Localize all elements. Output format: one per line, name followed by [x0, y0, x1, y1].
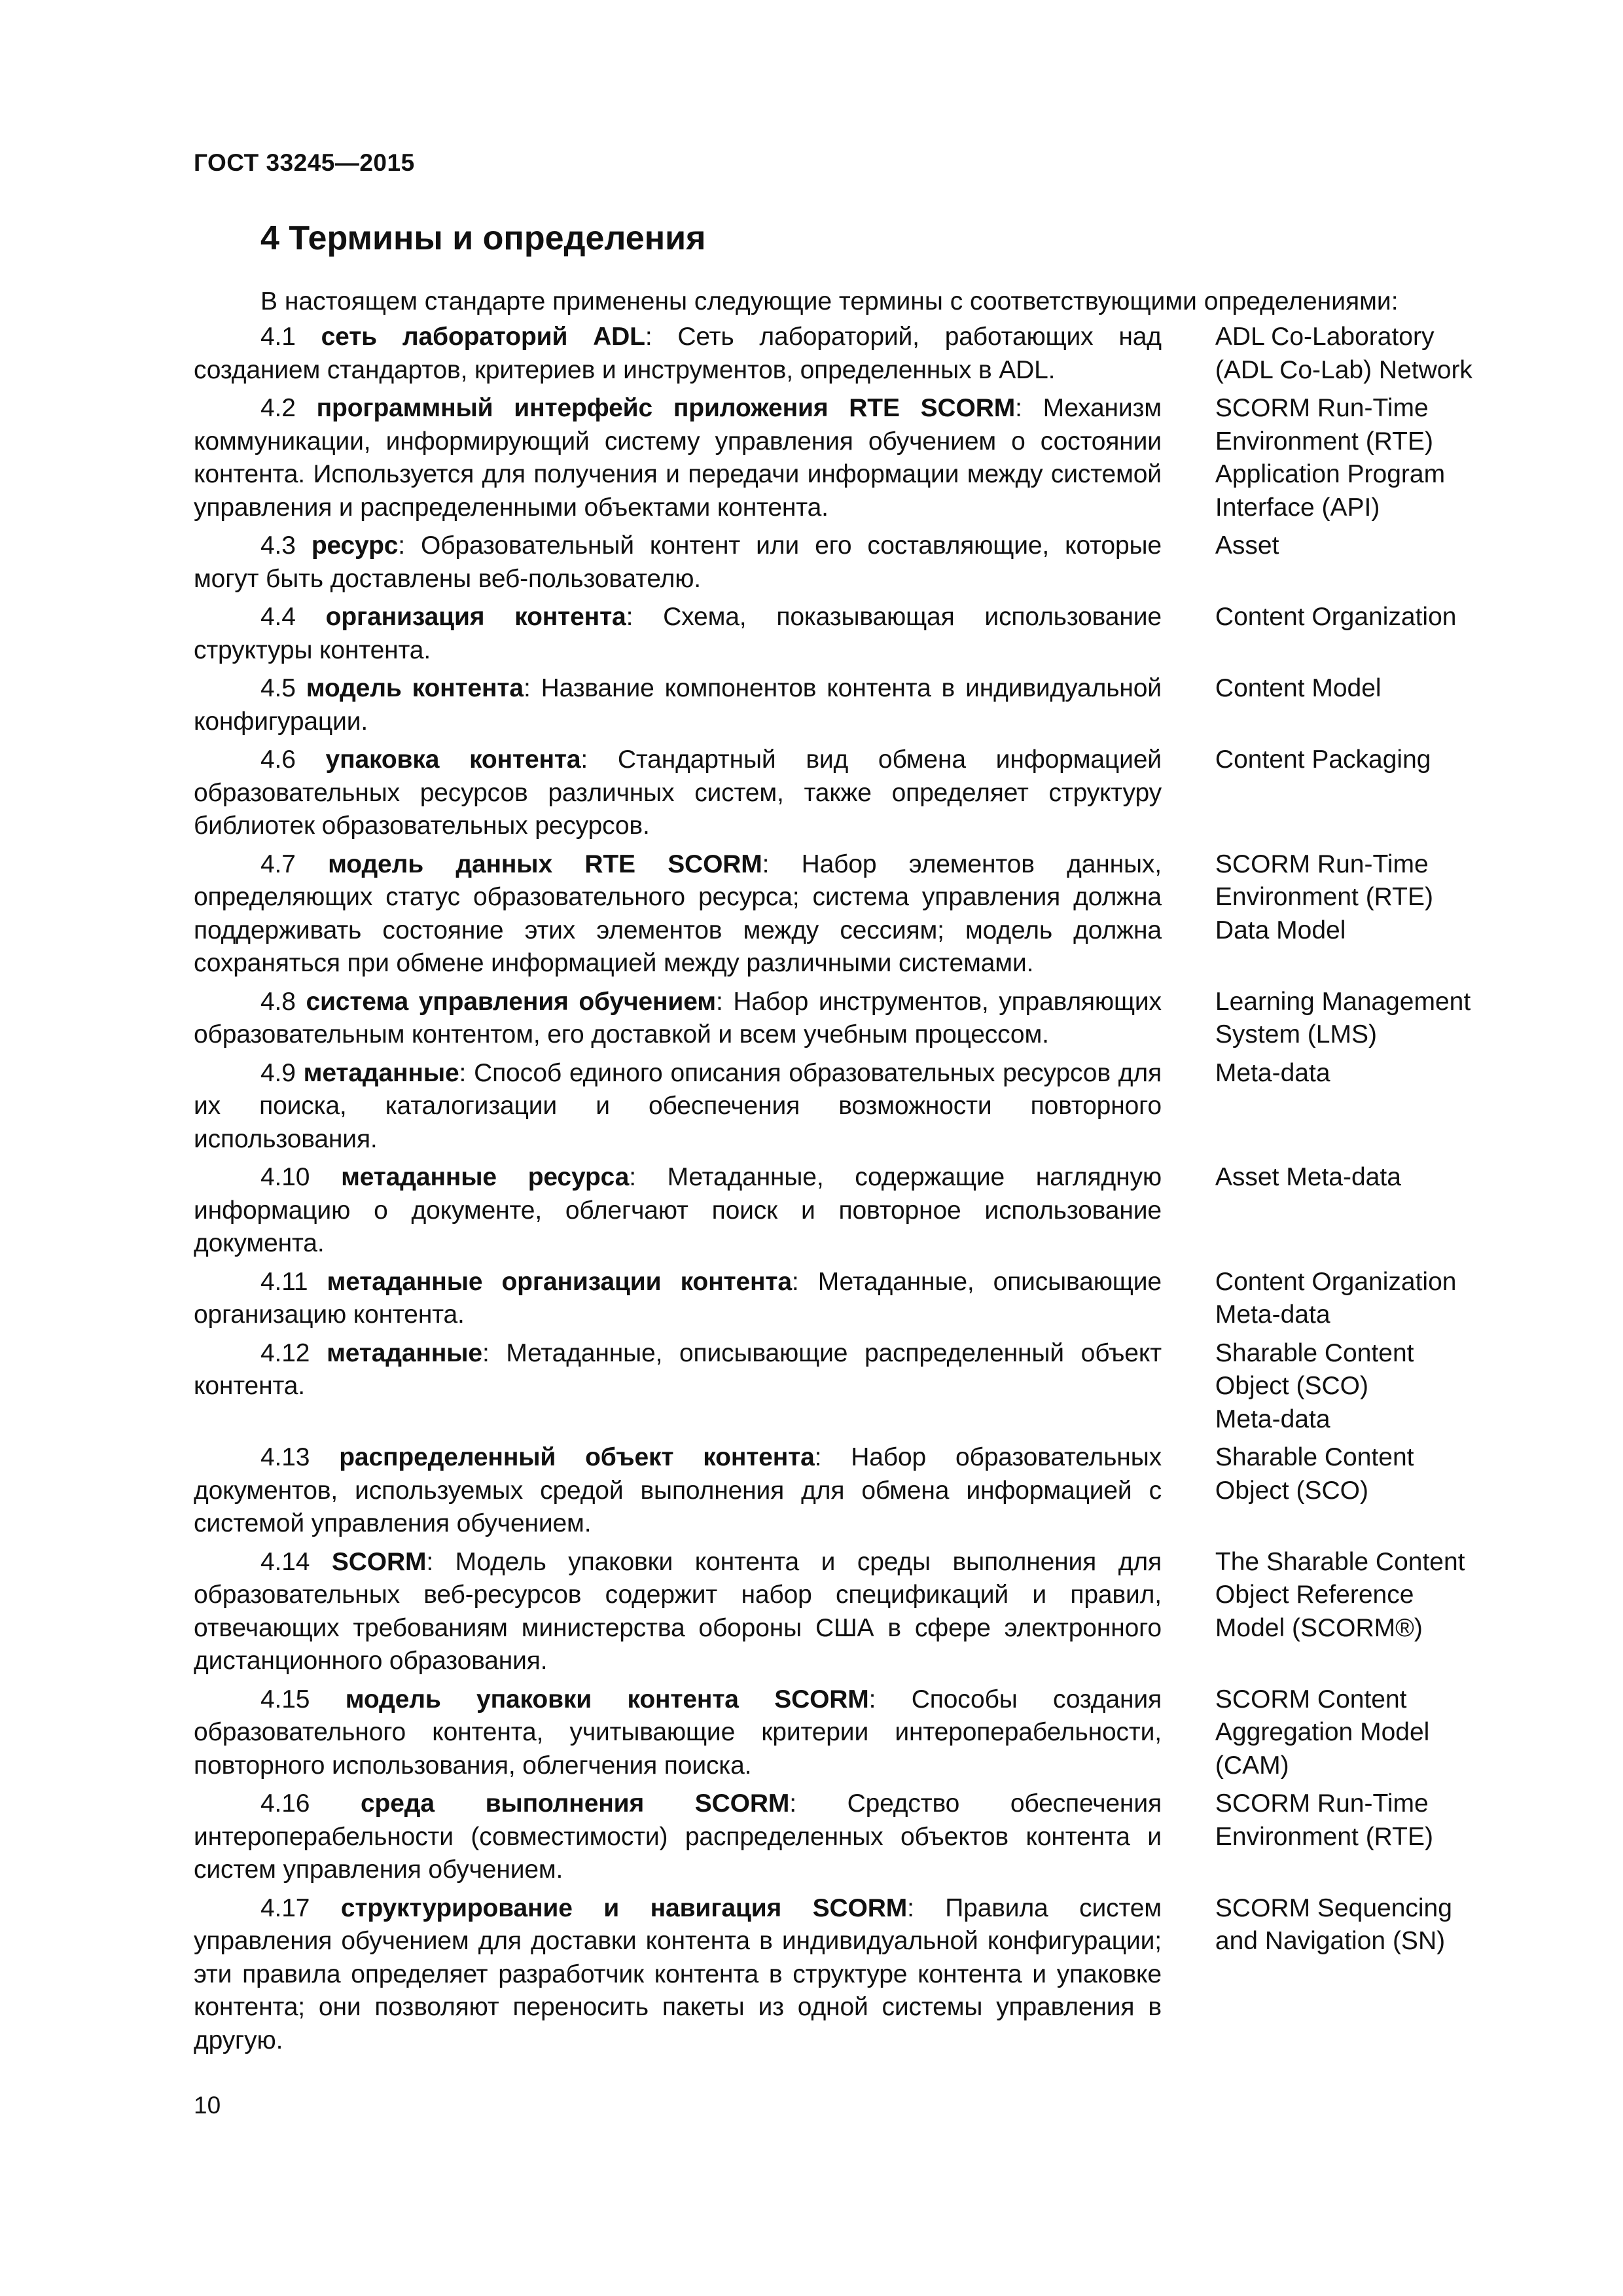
term-title: метаданные	[303, 1058, 459, 1087]
term-definition-ru	[194, 1683, 1162, 1783]
term-entry-4-8	[194, 986, 1503, 1052]
term-number: 4.12	[260, 1338, 310, 1367]
term-separator: :	[1015, 394, 1022, 422]
term-number: 4.16	[260, 1789, 310, 1818]
term-title: метаданные организации контента	[327, 1267, 792, 1296]
term-entry-4-7	[194, 848, 1503, 980]
term-definition-ru	[194, 1787, 1162, 1887]
term-definition: Набор элементов данных, определяющих статус образовательного ресурса; система управления должна поддерживать состояние этих элементов между сессиям; модель должна сохраняться при обмене информацией между различными системами.	[194, 850, 1162, 977]
term-english-equivalent: Content Packaging	[1215, 745, 1431, 774]
term-definition: Метаданные, описывающие организацию контента.	[194, 1267, 1162, 1329]
term-definition: Стандартный вид обмена информацией образовательных ресурсов различных систем, также определяет структуру библиотек образовательных ресурсов.	[194, 745, 1162, 840]
term-number: 4.6	[260, 745, 296, 774]
term-separator: :	[715, 987, 723, 1016]
term-english-equivalent: The Sharable Content Object Reference Model (SCORM®)	[1215, 1547, 1465, 1642]
term-separator: :	[907, 1893, 914, 1922]
term-definition-ru	[194, 392, 1162, 524]
term-entry-4-15	[194, 1683, 1503, 1783]
term-english-equivalent: Meta-data	[1215, 1058, 1330, 1087]
term-english-equivalent: Asset Meta-data	[1215, 1163, 1401, 1191]
term-separator: :	[645, 323, 652, 351]
term-separator: :	[791, 1267, 799, 1296]
term-definition-ru	[194, 986, 1162, 1052]
term-title: структурирование и навигация SCORM	[340, 1893, 908, 1922]
term-definition: Метаданные, содержащие наглядную информацию о документе, облегчают поиск и повторное использование документа.	[194, 1163, 1162, 1257]
term-entry-4-1	[194, 321, 1503, 387]
term-number: 4.9	[260, 1058, 296, 1087]
section-title: 4 Термины и определения	[260, 219, 706, 257]
term-definition-ru	[194, 321, 1162, 387]
term-definition-ru	[194, 1161, 1162, 1261]
term-separator: :	[626, 603, 633, 631]
term-definition: Средство обеспечения интероперабельности (совместимости) распределенных объектов контента и систем управления обучением.	[194, 1789, 1162, 1884]
section-intro: В настоящем стандарте применены следующие термины с соответствующими определениями:	[260, 287, 1399, 315]
term-number: 4.5	[260, 674, 296, 702]
term-definition-ru	[194, 1266, 1162, 1332]
term-english-equivalent: Sharable Content Object (SCO)	[1215, 1443, 1414, 1505]
term-english-equivalent: SCORM Content Aggregation Model (CAM)	[1215, 1685, 1430, 1780]
term-separator: :	[814, 1443, 822, 1471]
term-definition-ru	[194, 1892, 1162, 2058]
term-definition: Набор инструментов, управляющих образовательным контентом, его доставкой и всем учебным процессом.	[194, 987, 1162, 1049]
term-entry-4-9	[194, 1057, 1503, 1157]
term-definition: Модель упаковки контента и среды выполнения для образовательных веб-ресурсов содержит набор спецификаций и правил, отвечающих требованиям министерства обороны США в сфере электронного дистанционного образования.	[194, 1547, 1162, 1675]
term-entry-4-17	[194, 1892, 1503, 2058]
term-definition: Способ единого описания образовательных ресурсов для их поиска, каталогизации и обеспечения возможности повторного использования.	[194, 1058, 1162, 1153]
term-definition: Способы создания образовательного контента, учитывающие критерии интероперабельности, повторного использования, облегчения поиска.	[194, 1685, 1162, 1780]
term-english-equivalent: Learning Management System (LMS)	[1215, 987, 1471, 1049]
term-separator: :	[398, 531, 405, 560]
term-title: модель контента	[306, 674, 524, 702]
term-entry-4-3	[194, 529, 1503, 596]
term-definition-ru	[194, 848, 1162, 980]
term-definition: Правила систем управления обучением для доставки контента в индивидуальной конфигурации; эти правила определяет разработчик контента в структуре контента и упаковке контента; они позволяют переносить пакеты из одной системы управления в другую.	[194, 1893, 1162, 2054]
term-separator: :	[482, 1338, 490, 1367]
term-separator: :	[459, 1058, 467, 1087]
term-separator: :	[426, 1547, 434, 1576]
term-title: SCORM	[331, 1547, 427, 1576]
term-separator: :	[629, 1163, 636, 1191]
term-separator: :	[868, 1685, 876, 1713]
term-definition: Метаданные, описывающие распределенный объект контента.	[194, 1338, 1162, 1400]
term-title: модель упаковки контента SCORM	[345, 1685, 869, 1713]
term-number: 4.8	[260, 987, 296, 1016]
term-title: модель данных RTE SCORM	[328, 850, 762, 878]
term-title: ресурс	[311, 531, 399, 560]
term-definition-ru	[194, 744, 1162, 843]
term-entry-4-5	[194, 672, 1503, 738]
term-separator: :	[523, 674, 531, 702]
term-title: метаданные ресурса	[341, 1163, 630, 1191]
term-number: 4.13	[260, 1443, 310, 1471]
document-code: ГОСТ 33245—2015	[194, 149, 415, 176]
term-definition-ru	[194, 1441, 1162, 1541]
term-separator: :	[580, 745, 588, 774]
term-number: 4.17	[260, 1893, 310, 1922]
term-entry-4-2	[194, 392, 1503, 524]
term-number: 4.2	[260, 394, 296, 422]
term-entry-4-13	[194, 1441, 1503, 1541]
term-english-equivalent: Sharable Content Object (SCO) Meta-data	[1215, 1338, 1414, 1433]
term-number: 4.15	[260, 1685, 310, 1713]
term-english-equivalent: SCORM Sequencing and Navigation (SN)	[1215, 1893, 1452, 1955]
term-entry-4-16	[194, 1787, 1503, 1887]
term-title: сеть лабораторий ADL	[321, 323, 645, 351]
term-separator: :	[789, 1789, 796, 1818]
term-english-equivalent: SCORM Run-Time Environment (RTE) Application Program Interface (API)	[1215, 394, 1446, 522]
term-definition-ru	[194, 601, 1162, 667]
term-definition-ru	[194, 1546, 1162, 1678]
term-number: 4.14	[260, 1547, 310, 1576]
terms-list	[194, 321, 1503, 2062]
term-definition-ru	[194, 529, 1162, 596]
term-title: среда выполнения SCORM	[361, 1789, 790, 1818]
term-entry-4-6	[194, 744, 1503, 843]
page-number: 10	[194, 2092, 221, 2119]
term-number: 4.10	[260, 1163, 310, 1191]
term-title: метаданные	[327, 1338, 482, 1367]
term-english-equivalent: Asset	[1215, 531, 1279, 560]
term-entry-4-14	[194, 1546, 1503, 1678]
term-english-equivalent: Content Organization	[1215, 603, 1457, 631]
term-english-equivalent: SCORM Run-Time Environment (RTE)	[1215, 1789, 1433, 1851]
term-title: программный интерфейс приложения RTE SCORM	[316, 394, 1016, 422]
term-entry-4-12	[194, 1337, 1503, 1437]
term-definition: Образовательный контент или его составляющие, которые могут быть доставлены веб-пользователю.	[194, 531, 1162, 593]
term-title: упаковка контента	[325, 745, 581, 774]
term-definition-ru	[194, 672, 1162, 738]
term-number: 4.4	[260, 603, 296, 631]
term-number: 4.11	[260, 1267, 308, 1296]
term-english-equivalent: ADL Co-Laboratory (ADL Co-Lab) Network	[1215, 323, 1472, 384]
term-definition: Название компонентов контента в индивидуальной конфигурации.	[194, 674, 1162, 736]
term-english-equivalent: Content Model	[1215, 674, 1382, 702]
term-definition-ru	[194, 1337, 1162, 1403]
term-definition: Механизм коммуникации, информирующий систему управления обучением о состоянии контента. Используется для получения и передачи информации между системой управления и распределенными объектами контента.	[194, 394, 1162, 522]
term-separator: :	[762, 850, 770, 878]
term-title: распределенный объект контента	[339, 1443, 815, 1471]
term-english-equivalent: SCORM Run-Time Environment (RTE) Data Model	[1215, 850, 1433, 944]
term-title: система управления обучением	[306, 987, 716, 1016]
term-english-equivalent: Content Organization Meta-data	[1215, 1267, 1457, 1329]
term-definition: Сеть лабораторий, работающих над созданием стандартов, критериев и инструментов, определенных в ADL.	[194, 323, 1162, 384]
term-number: 4.3	[260, 531, 296, 560]
term-entry-4-10	[194, 1161, 1503, 1261]
term-number: 4.1	[260, 323, 296, 351]
term-entry-4-11	[194, 1266, 1503, 1332]
term-number: 4.7	[260, 850, 296, 878]
term-definition-ru	[194, 1057, 1162, 1157]
term-title: организация контента	[325, 603, 626, 631]
term-definition: Набор образовательных документов, используемых средой выполнения для обмена информацией с системой управления обучением.	[194, 1443, 1162, 1537]
term-definition: Схема, показывающая использование структуры контента.	[194, 603, 1162, 664]
term-entry-4-4	[194, 601, 1503, 667]
